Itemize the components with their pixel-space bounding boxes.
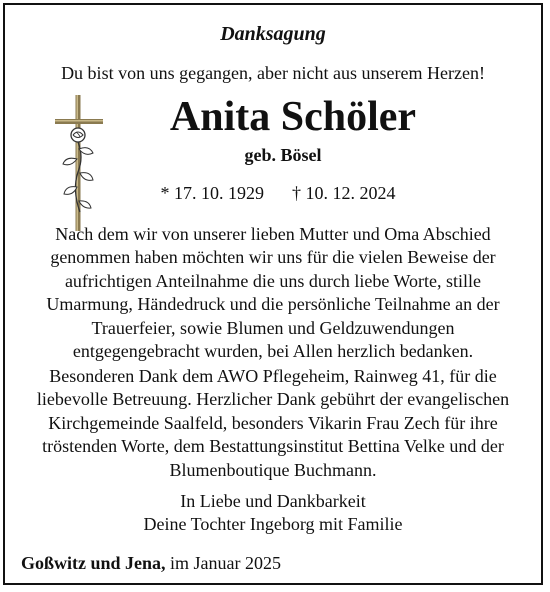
date: im Januar 2025 [170,553,282,573]
text-line: Nach dem wir von unserer lieben Mutter und Oma Abschied [55,224,491,244]
text-line: Besonderen Dank dem AWO Pflegeheim, Rainweg 41, für die [49,366,497,386]
birth-name: geb. Bösel [244,145,322,165]
place: Goßwitz und Jena, [21,553,166,573]
notice-motto: Du bist von uns gegangen, aber nicht aus unserem Herzen! [61,63,485,83]
closing-signature [5,490,541,537]
obituary-notice [3,3,543,585]
death-date: † 10. 12. 2024 [292,183,396,203]
special-thanks-paragraph [25,365,521,482]
text-line: Kirchgemeinde Saalfeld, besonders Vikarin Frau Zech für ihre [48,412,498,433]
notice-heading: Danksagung [220,23,326,45]
life-dates [5,183,541,204]
thanks-paragraph [25,223,521,363]
text-line: Umarmung, Händedruck und die persönliche Teilnahme an der [46,294,500,315]
deceased-name: Anita Schöler [169,94,417,140]
text-line: tröstenden Worte, dem Bestattungsinstitut Bettina Velke und der [42,436,504,457]
place-and-date [21,553,281,574]
closing-line: Deine Tochter Ingeborg mit Familie [143,514,403,535]
closing-line: In Liebe und Dankbarkeit [180,491,366,511]
text-line: genommen haben möchten wir uns für die vielen Beweise der [50,247,496,268]
text-line: liebevolle Betreuung. Herzlicher Dank gebührt der evangelischen [36,389,510,410]
text-line: Trauerfeier, sowie Blumen und Geldzuwendungen [91,317,455,338]
text-line: aufrichtigen Anteilnahme die uns durch liebe Worte, stille [64,270,482,291]
text-line: entgegengebracht wurden, bei Allen herzlich bedanken. [72,341,474,362]
text-line: Blumenboutique Buchmann. [169,459,377,480]
birth-date: * 17. 10. 1929 [160,183,264,203]
